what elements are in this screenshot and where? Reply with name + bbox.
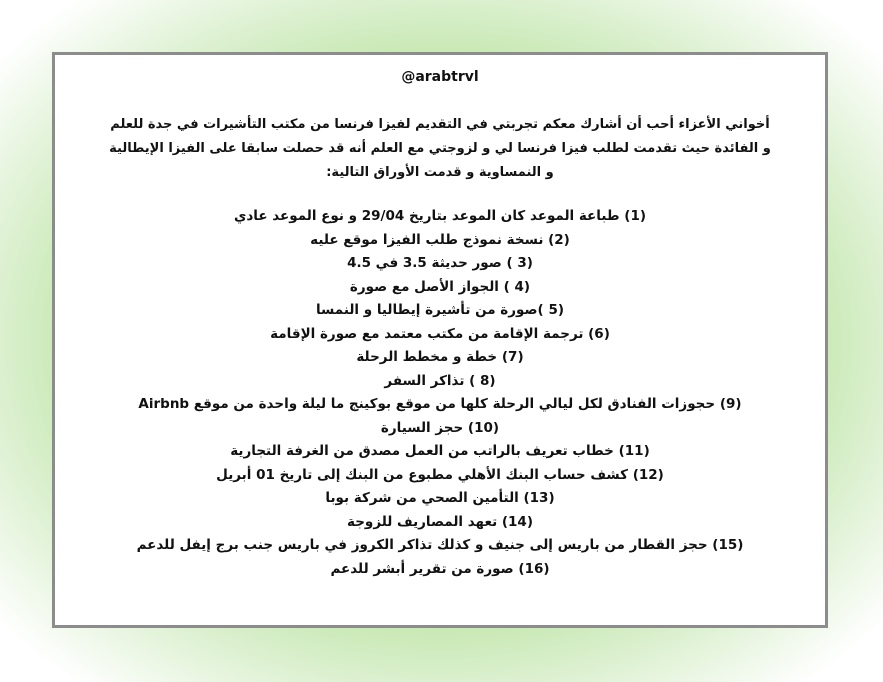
intro-paragraph: أخواني الأعزاء أحب أن أشارك معكم تجربتي في التقديم لفيزا فرنسا من مكتب التأشيرات في جدة للعلم و الفائدة حيث تقدمت لطلب فيزا فرنسا لي و لزوجتي مع العلم أنه قد حصلت سابقا على الفيزا الإيطالية و النمساوية و قدمت الأوراق التالية: [109,117,771,180]
list-item: (16) صورة من تقرير أبشر للدعم [330,560,550,577]
list-item: (2) نسخة نموذج طلب الفيزا موقع عليه [310,231,570,248]
list-item: (7) خطة و مخطط الرحلة [356,349,524,365]
list-item: (12) كشف حساب البنك الأهلي مطبوع من البنك إلى تاريخ 01 أبريل [216,466,664,483]
list-item: (14) تعهد المصاريف للزوجة [347,513,533,530]
list-item: (8 ) تذاكر السفر [384,372,496,389]
list-item: (6) ترجمة الإقامة من مكتب معتمد مع صورة الإقامة [270,325,610,342]
list-item: (9) حجوزات الفنادق لكل ليالي الرحلة كلها من موقع بوكينج ما ليلة واحدة من موقع Airbnb [138,396,742,412]
list-item: (5 )صورة من تأشيرة إيطاليا و النمسا [315,302,565,318]
documents-list [55,205,825,581]
list-item: (15) حجز القطار من باريس إلى جنيف و كذلك تذاكر الكروز في باريس جنب برج إيفل للدعم [136,537,744,553]
list-item: (11) خطاب تعريف بالراتب من العمل مصدق من الغرفة التجارية [230,443,650,459]
document-card [52,52,828,628]
author-handle: @arabtrvl [401,69,479,85]
list-item: (1) طباعة الموعد كان الموعد بتاريخ 29/04 و نوع الموعد عادي [233,208,647,224]
list-item: (13) التأمين الصحي من شركة بوبا [325,490,555,506]
list-item: (4 ) الجواز الأصل مع صورة [349,278,531,295]
list-item: (10) حجز السيارة [380,419,500,436]
list-item: (3 ) صور حديثة 3.5 في 4.5 [347,255,533,271]
